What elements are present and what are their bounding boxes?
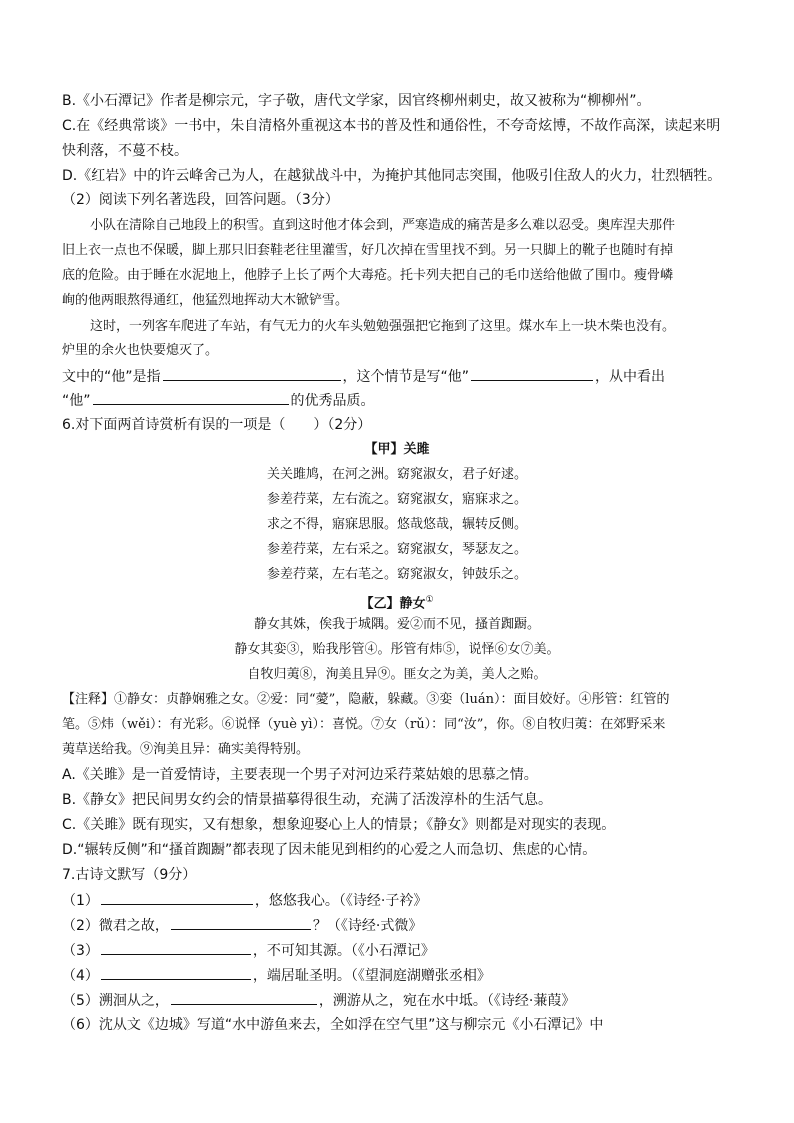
question-6-option-c: C.《关雎》既有现实，又有想象，想象迎娶心上人的情景；《静女》则都是对现实的表现。	[62, 817, 616, 833]
option-b: B.《小石潭记》作者是柳宗元，字子敬，唐代文学家，因官终柳州刺史，故又被称为“柳柳州”。	[62, 93, 651, 109]
recitation-1	[62, 890, 427, 911]
option-c-line1: C.在《经典常谈》一书中，朱自清格外重视这本书的普及性和通俗性，不夸奇炫博，不故作高深，读起来明	[62, 118, 721, 134]
answer-blank-who[interactable]	[163, 366, 341, 381]
excerpt-paragraph1-line4: 峋的他两眼熬得通红，他猛烈地挥动大木锨铲雪。	[62, 293, 349, 308]
recitation-4-text: ，端居耻圣明。（《望洞庭湖赠张丞相》	[252, 968, 491, 984]
fill-line-1-text-a: 文中的“他”是指	[62, 369, 161, 385]
fill-line-2-text-a: “他”	[62, 393, 91, 409]
question-7-title: 7.古诗文默写（9分）	[62, 867, 197, 883]
recitation-5-text: ，溯游从之，宛在水中坻。（《诗经·蒹葭》	[318, 993, 576, 1009]
answer-blank-recitation-2[interactable]	[171, 915, 311, 930]
option-d: D.《红岩》中的许云峰舍己为人，在越狱战斗中，为掩护其他同志突围，他吸引住敌人的火力，壮烈牺牲。	[62, 168, 722, 184]
annotation-line-3: 荑草送给我。⑨洵美且异：确实美得特别。	[62, 742, 310, 757]
recitation-3-text: ，不可知其源。（《小石潭记》	[252, 943, 435, 959]
annotation-line-2: 笔。⑤炜（wěi）：有光彩。⑥说怿（yuè yì）：喜悦。⑦女（rǔ）：同“汝”，你。⑧自牧归荑：在郊野采来	[62, 717, 666, 732]
question-6-title: 6.对下面两首诗赏析有误的一项是（ ）（2分）	[62, 417, 372, 433]
recitation-5	[62, 990, 575, 1011]
fill-line-1	[62, 366, 665, 387]
answer-blank-recitation-4[interactable]	[101, 965, 251, 980]
poem-yi-line-1: 静女其姝，俟我于城隅。爱②而不见，搔首踟蹰。	[253, 617, 540, 632]
answer-blank-recitation-3[interactable]	[101, 940, 251, 955]
recitation-4-number: （4）	[62, 968, 99, 984]
question-5-2-prompt: （2）阅读下列名著选段，回答问题。（3分）	[62, 192, 339, 208]
recitation-5-prefix: （5）溯洄从之，	[62, 993, 169, 1009]
poem-jia-line-3: 求之不得，寤寐思服。悠哉悠哉，辗转反侧。	[266, 517, 527, 532]
recitation-2-text: ？（《诗经·式微》	[312, 918, 423, 934]
recitation-3	[62, 940, 435, 961]
recitation-6: （6）沈从文《边城》写道“水中游鱼来去，全如浮在空气里”这与柳宗元《小石潭记》中	[62, 1017, 604, 1033]
answer-blank-recitation-1[interactable]	[101, 890, 253, 905]
excerpt-paragraph1-line3: 底的危险。由于睡在水泥地上，他脖子上长了两个大毒疮。托卡列夫把自己的毛巾送给他做了围巾。瘦骨嶙	[62, 268, 674, 283]
excerpt-paragraph2-line1: 这时，一列客车爬进了车站，有气无力的火车头勉勉强强把它拖到了这里。煤水车上一块木柴也没有。	[90, 319, 676, 334]
recitation-3-number: （3）	[62, 943, 99, 959]
answer-blank-quality[interactable]	[93, 390, 289, 405]
excerpt-paragraph1-line2: 旧上衣一点也不保暖，脚上那只旧套鞋老往里灌雪，好几次掉在雪里找不到。另一只脚上的靴子也随时有掉	[62, 243, 674, 258]
option-c-line2: 快利落，不蔓不枝。	[62, 143, 188, 159]
question-6-option-b: B.《静女》把民间男女约会的情景描摹得很生动，充满了活泼淳朴的生活气息。	[62, 792, 553, 808]
question-6-option-a: A.《关雎》是一首爱情诗，主要表现一个男子对河边采荇菜姑娘的思慕之情。	[62, 767, 538, 783]
recitation-1-number: （1）	[62, 893, 99, 909]
poem-jia-line-2: 参差荇菜，左右流之。窈窕淑女，寤寐求之。	[266, 492, 527, 507]
fill-line-2	[62, 390, 375, 411]
answer-blank-plot[interactable]	[471, 366, 593, 381]
question-6-option-d: D.“辗转反侧”和“搔首踟蹰”都表现了因未能见到相约的心爱之人而急切、焦虑的心情。	[62, 842, 597, 858]
annotation-line-1: 【注释】①静女：贞静娴雅之女。②爱：同“薆”，隐蔽，躲藏。③娈（luán）：面目姣好。④彤管：红管的	[62, 692, 670, 707]
poem-jia-line-1: 关关雎鸠，在河之洲。窈窕淑女，君子好逑。	[266, 467, 527, 482]
poem-yi-line-3: 自牧归荑⑧，洵美且异⑨。匪女之为美，美人之贻。	[247, 667, 547, 682]
poem-yi-title-row	[0, 590, 794, 614]
poem-jia-line-4: 参差荇菜，左右采之。窈窕淑女，琴瑟友之。	[266, 542, 527, 557]
recitation-2-number: （2）	[62, 918, 99, 934]
poem-yi-line-2: 静女其娈③，贻我彤管④。彤管有炜⑤，说怿⑥女⑦美。	[234, 642, 560, 657]
poem-yi-title-note-mark: ①	[425, 595, 434, 605]
fill-line-1-text-c: ，从中看出	[595, 369, 666, 385]
recitation-2-prefix: 微君之故，	[98, 918, 169, 934]
fill-line-1-text-b: ，这个情节是写“他”	[342, 369, 470, 385]
excerpt-paragraph1-line1: 小队在清除自己地段上的积雪。直到这时他才体会到，严寒造成的痛苦是多么难以忍受。奥库涅夫那件	[90, 218, 676, 233]
recitation-4	[62, 965, 491, 986]
poem-jia-title: 【甲】关雎	[364, 442, 430, 457]
excerpt-paragraph2-line2: 炉里的余火也快要熄灭了。	[62, 343, 219, 358]
answer-blank-recitation-5[interactable]	[171, 990, 317, 1005]
poem-yi-title: 【乙】静女	[360, 596, 426, 612]
recitation-2	[62, 915, 422, 936]
recitation-1-text: ，悠悠我心。（《诗经·子衿》	[254, 893, 428, 909]
fill-line-2-text-b: 的优秀品质。	[290, 393, 375, 409]
poem-jia-line-5: 参差荇菜，左右芼之。窈窕淑女，钟鼓乐之。	[266, 567, 527, 582]
